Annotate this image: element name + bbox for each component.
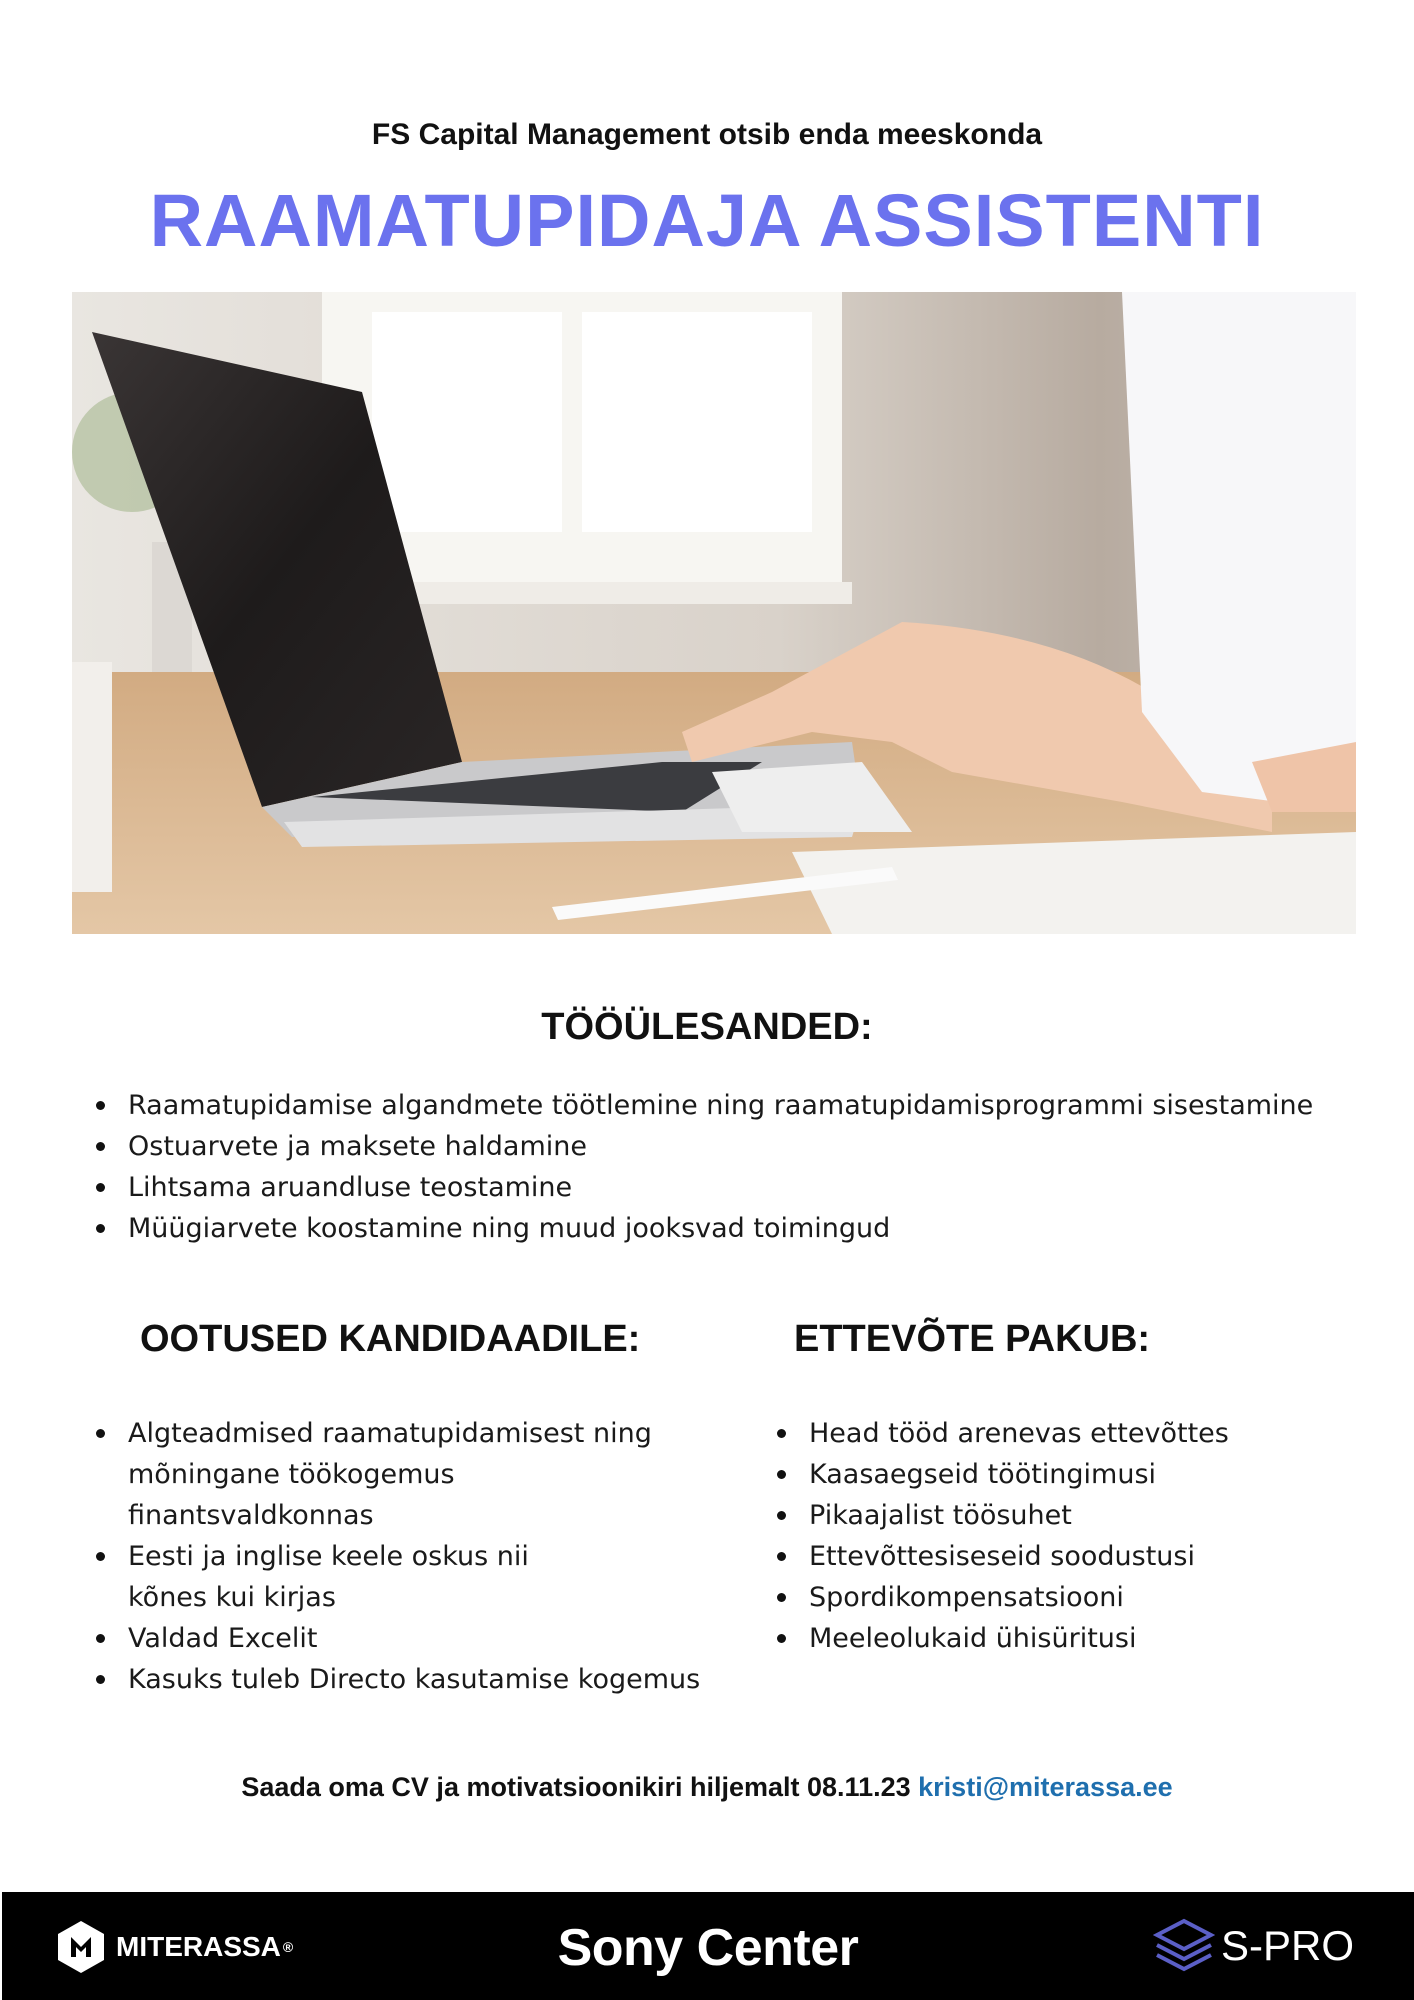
list-item: Pikaajalist töösuhet [753,1495,1373,1536]
expectations-heading: OOTUSED KANDIDAADILE: [140,1318,641,1360]
list-item: Algteadmised raamatupidamisest ning mõningane töökogemus finantsvaldkonnas [72,1413,732,1536]
list-item: Raamatupidamise algandmete töötlemine ning raamatupidamisprogrammi sisestamine [72,1085,1372,1126]
email-link[interactable]: kristi@miterassa.ee [918,1772,1173,1802]
list-item: Spordikompensatsiooni [753,1577,1373,1618]
page-title: RAAMATUPIDAJA ASSISTENTI [149,179,1265,262]
list-item: Müügiarvete koostamine ning muud jooksvad toimingud [72,1208,1372,1249]
registered-mark: ® [282,1939,294,1955]
expectations-list [72,1413,732,1700]
list-item: Kaasaegseid töötingimusi [753,1454,1373,1495]
spro-logo [1153,1916,1354,1976]
spro-layers-icon [1153,1917,1215,1975]
duties-heading: TÖÖÜLESANDED: [541,1006,873,1048]
duties-list [72,1085,1372,1249]
laptop-photo [72,292,1356,934]
offer-list [753,1413,1373,1659]
sony-center-logo: Sony Center [557,1919,859,1977]
list-item: Lihtsama aruandluse teostamine [72,1167,1372,1208]
list-item: Ettevõttesiseseid soodustusi [753,1536,1373,1577]
offer-heading: ETTEVÕTE PAKUB: [794,1318,1151,1360]
list-item: Valdad Excelit [72,1618,732,1659]
cta-text: Saada oma CV ja motivatsioonikiri hiljemalt 08.11.23 [241,1772,911,1802]
list-item: Kasuks tuleb Directo kasutamise kogemus [72,1659,732,1700]
spro-wordmark: S-PRO [1220,1922,1354,1969]
page-subtitle: FS Capital Management otsib enda meeskonda [371,118,1043,151]
call-to-action [0,1772,1414,1803]
footer-bar [2,1892,1414,2000]
list-item: Meeleolukaid ühisüritusi [753,1618,1373,1659]
list-item: Head tööd arenevas ettevõttes [753,1413,1373,1454]
miterassa-wordmark: MITERASSA [116,1931,281,1962]
list-item: Ostuarvete ja maksete haldamine [72,1126,1372,1167]
list-item: Eesti ja inglise keele oskus nii kõnes kui kirjas [72,1536,732,1618]
